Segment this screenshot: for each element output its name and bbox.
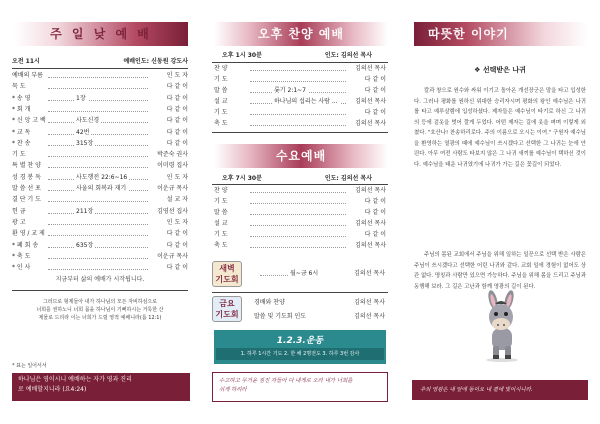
order-row (12, 71, 188, 81)
dot-leader (250, 81, 346, 82)
order-item-detail: 사울의 회복과 재기 (76, 185, 127, 192)
order-item-person: 김의선 목사 (355, 65, 386, 72)
story-bottom-bar: 주의 영광은 내 앞에 등이요 내 곁에 빛이시니라. (412, 380, 588, 400)
order-row (214, 241, 386, 251)
order-row (12, 94, 188, 104)
sunday-time: 오전 11시 (12, 58, 40, 65)
order-item-person: 김의선 목사 (355, 187, 386, 194)
dawn-label-line-2: 기도회 (215, 275, 239, 284)
order-item-name: 묵 도 (12, 83, 26, 91)
order-item-name: * 축 도 (12, 252, 31, 260)
wednesday-service-banner (214, 144, 388, 168)
order-item-name: 말 씀 선 포 (12, 185, 41, 192)
order-item-person: 김의선 목사 (355, 242, 386, 249)
order-item-name: * 인 사 (12, 264, 31, 272)
story-column (400, 0, 600, 424)
dot-leader (250, 203, 346, 204)
dot-leader (250, 236, 346, 237)
order-item-name: 특 별 찬 양 (12, 162, 41, 170)
footnote: * 표는 일어서서 (12, 363, 47, 369)
story-banner (414, 22, 588, 46)
order-item-name: 기 도 (214, 231, 228, 238)
bottom-verse-bar (12, 373, 190, 401)
order-item-detail: 635장 (76, 241, 94, 249)
quote-line-1: 수고하고 무거운 짐진 자들아 다 내게로 오라 내가 너희를 (219, 378, 353, 384)
dot-leader (48, 235, 148, 236)
friday-leader-2: 김의선 목사 (354, 313, 385, 320)
prayer-line-1: 그러므로 형제들아 내가 하나님의 모든 자비하심으로 (42, 299, 158, 305)
dot-leader (250, 125, 346, 126)
pm-time: 오후 1시 30분 (222, 52, 262, 59)
story-paragraph-1: 칼과 창으로 원수와 싸워 이기고 돌아온 개선장군은 말을 타고 입성한다. 그러나 평화를 원하신 위대한 승리자시며 평화의 왕인 예수님은 나귀를 타고 예루살렘에 입성하셨다. 제자들은 예수님이 타기로 하신 그 나귀의 등에 겉옷을 벗어 깔게 두었다. 어떤 제자는 길에 옷을 펴며 이렇게 외쳤다. "호산나! 찬송하리로다. 주의 이름으로 오시는 이여." 구원자 예수님을 환영하는 열광의 때에 예수님이 쓰시겠다고 선택한 그 나귀는 눈에 안 띈다. 아무 여전 사람도 타보지 않은 그 나귀 새끼를 예수님이 택하신 것이다. 예수님을 태운 나귀였기에 나귀가 가는 길은 꽃길이 되었다. (414, 88, 586, 168)
order-item-person: 다 같 이 (364, 109, 386, 116)
order-item-person: 다 같 이 (166, 117, 188, 125)
order-item-detail: 하나님의 섭리는 사람 ... (274, 98, 338, 105)
order-row (12, 218, 188, 228)
order-row (12, 241, 188, 251)
afternoon-service-banner (214, 22, 388, 46)
order-row (214, 64, 386, 74)
dot-leader (48, 247, 148, 248)
order-item-name: 말 씀 (214, 87, 228, 94)
order-row (12, 161, 188, 171)
order-item-name: * 교 독 (12, 128, 31, 136)
order-row (214, 75, 386, 85)
order-row (12, 139, 188, 149)
wed-header (222, 174, 372, 184)
quote-box (212, 372, 388, 402)
order-item-detail: 사도행전 22:6~16 (76, 173, 128, 181)
friday-label-line-1: 금요 (219, 299, 235, 308)
order-row (12, 173, 188, 183)
afternoon-service-column (200, 0, 400, 424)
dot-leader (48, 224, 148, 225)
order-row (12, 105, 188, 115)
friday-item-1: 경배와 찬양 (254, 299, 285, 306)
divider (12, 68, 188, 69)
order-item-person: 인 도 자 (166, 218, 188, 226)
order-item-name: 설 교 (214, 220, 228, 227)
order-item-name: * 신 앙 고 백 (12, 117, 46, 125)
order-row (214, 97, 386, 107)
order-row (12, 150, 188, 160)
friday-prayer-label (212, 296, 242, 322)
sunday-leader: 예배인도: 신동원 강도사 (123, 58, 188, 65)
order-item-name: 환 영 / 교 제 (12, 230, 45, 238)
order-item-person: 다 같 이 (166, 83, 188, 91)
order-item-name: 찬 양 (214, 65, 228, 72)
dot-leader (48, 213, 148, 214)
order-item-person: 이운규 목사 (157, 185, 188, 192)
order-row (12, 263, 188, 273)
order-item-person: 다 같 이 (364, 76, 386, 83)
friday-leader-1: 김의선 목사 (354, 299, 385, 306)
donkey-illustration (472, 290, 532, 362)
dot-leader (48, 111, 148, 112)
quote-line-2: 쉬게 하리라 (219, 387, 247, 393)
order-item-person: 다 같 이 (364, 87, 386, 94)
bottom-verse-line-1: 하나님은 영이시니 예배하는 자가 영과 진리 (18, 376, 132, 383)
dot-leader (250, 192, 346, 193)
order-row (12, 195, 188, 205)
story-title: 선택받은 나귀 (482, 66, 526, 74)
dot-leader (48, 100, 148, 101)
dot-leader (48, 77, 148, 78)
prayer-line-2: 너희를 권하노니 너희 몸을 하나님이 기뻐하시는 거룩한 산 (36, 307, 164, 313)
order-item-name: 찬 양 (214, 187, 228, 194)
order-item-person: 다 같 이 (166, 264, 188, 272)
dot-leader (250, 225, 346, 226)
order-item-name: 헌 금 (12, 207, 26, 215)
order-item-name: 광 고 (12, 218, 26, 226)
order-item-person: 다 같 이 (166, 94, 188, 102)
order-row (12, 82, 188, 92)
afternoon-service-title: 오후 찬양 예배 (258, 27, 344, 41)
order-item-person: 박준숙 권사 (157, 151, 188, 159)
dot-leader (250, 214, 346, 215)
prayer-line-3: 제물로 드리라 이는 너희가 드릴 영적 예배니라(롬 12:1) (38, 315, 162, 321)
dawn-prayer-label (212, 261, 242, 287)
order-item-person: 김영선 집사 (157, 207, 188, 215)
order-row (12, 184, 188, 194)
order-item-person: 김의선 목사 (355, 98, 386, 105)
order-item-detail: 211장 (76, 207, 94, 215)
order-item-person: 다 같 이 (166, 105, 188, 113)
dot-leader (250, 114, 346, 115)
order-item-name: 축 도 (214, 120, 228, 127)
order-row (214, 208, 386, 218)
dot-leader (250, 70, 346, 71)
friday-row-2 (254, 312, 385, 322)
order-item-name: 기 도 (12, 151, 26, 159)
order-row (214, 186, 386, 196)
closing-line: 지금부터 삶의 예배가 시작됩니다. (55, 276, 145, 283)
dots (260, 275, 288, 276)
order-item-person: 다 같 이 (364, 198, 386, 205)
order-item-name: 말 씀 (214, 209, 228, 216)
dot-leader (48, 258, 148, 259)
order-item-name: 기 도 (214, 109, 228, 116)
sunday-service-title: 주 일 낮 예 배 (50, 27, 152, 41)
order-item-detail: 315장 (76, 139, 94, 147)
campaign-box (214, 330, 386, 364)
order-row (12, 116, 188, 126)
order-item-name: 성 경 봉 독 (12, 173, 41, 181)
dot-leader (250, 247, 346, 248)
dot-leader (48, 201, 148, 202)
friday-item-2: 말씀 및 기도회 인도 (254, 313, 307, 320)
wed-time: 오후 7시 30분 (222, 175, 262, 182)
friday-label-line-2: 기도회 (215, 310, 239, 319)
divider (12, 290, 188, 291)
order-item-person: 다 같 이 (166, 139, 188, 147)
dot-leader (48, 88, 148, 89)
order-row (214, 197, 386, 207)
dot-leader (48, 269, 148, 270)
campaign-items: 1. 하루 1시간 기도 2. 한 해 2명전도 3. 하루 3번 감사 (216, 348, 384, 360)
campaign-title: 1.2.3.운동 (276, 336, 324, 346)
order-item-person: 인 도 자 (166, 173, 188, 181)
order-item-name: 기 도 (214, 198, 228, 205)
pm-header (222, 51, 372, 61)
order-item-name: * 폐 회 송 (12, 241, 39, 249)
dot-leader (48, 156, 148, 157)
dot-leader (48, 134, 148, 135)
order-item-name: 축 도 (214, 242, 228, 249)
order-item-name: * 찬 송 (12, 139, 31, 147)
order-item-person: 김의선 목사 (355, 120, 386, 127)
dot-leader (48, 145, 148, 146)
order-row (12, 128, 188, 138)
sunday-service-column (0, 0, 200, 424)
dawn-time: 월~금 6시 (290, 270, 319, 277)
story-title-row (414, 65, 586, 75)
order-row (12, 229, 188, 239)
sunday-service-banner (14, 22, 188, 46)
divider (212, 184, 388, 185)
order-item-person: 다 같 이 (364, 209, 386, 216)
order-item-person: 이미령 집사 (157, 162, 188, 170)
dawn-label-line-1: 새벽 (219, 264, 235, 273)
divider (212, 132, 388, 133)
order-item-detail: 42번 (76, 128, 90, 136)
friday-row-1 (254, 298, 385, 308)
order-row (214, 108, 386, 118)
order-item-person: 인 도 자 (166, 72, 188, 79)
divider (212, 292, 388, 293)
order-item-detail: 1장 (76, 94, 86, 102)
order-row (12, 252, 188, 262)
order-item-person: 다 같 이 (166, 128, 188, 136)
order-row (214, 230, 386, 240)
order-row (214, 86, 386, 96)
order-item-person: 다 같 이 (364, 231, 386, 238)
order-item-person: 이운규 목사 (157, 252, 188, 260)
order-item-name: 설 교 (214, 98, 228, 105)
story-paragraph-2: 주님의 몸된 교회에서 주님을 위해 일하는 일꾼으로 선택 받은 사람은 주님이 쓰시겠다고 선택한 어린 나귀와 같다. 교회 일에 경험이 없어도 상관 없다. 명칭과 사람만 있으면 가능하다. 주님을 위해 몸을 드리고 주님과 동행해 보라. 그 길은 고난과 함께 영광의 길이 된다. (414, 252, 586, 290)
dawn-prayer-row (260, 269, 385, 279)
order-item-name: * 회 개 (12, 105, 31, 113)
story-bullet: ❖ (474, 66, 481, 74)
order-item-name: * 송 영 (12, 94, 31, 102)
story-banner-title: 따뜻한 이야기 (428, 27, 509, 41)
order-item-detail: 롯기 2:1~7 (274, 87, 307, 94)
order-row (214, 119, 386, 129)
sunday-header (12, 57, 188, 67)
order-item-person: 다 같 이 (166, 230, 188, 238)
order-item-detail: 사도신경 (76, 117, 100, 125)
order-row (214, 219, 386, 229)
order-item-person: 다 같 이 (166, 241, 188, 249)
dawn-leader: 김의선 목사 (354, 270, 385, 277)
dot-leader (48, 167, 148, 168)
wednesday-service-title: 수요예배 (275, 149, 327, 163)
order-row (12, 207, 188, 217)
order-item-name: 결 단 기 도 (12, 196, 41, 204)
order-item-person: 설 교 자 (166, 196, 188, 204)
order-item-name: 예배의 부름 (12, 72, 43, 79)
wed-leader: 인도: 김의선 목사 (324, 175, 372, 182)
order-item-name: 기 도 (214, 76, 228, 83)
divider (212, 62, 388, 63)
bottom-verse-line-2: 로 예배할지니라 (요4:24) (18, 386, 87, 393)
order-item-person: 김의선 목사 (355, 220, 386, 227)
pm-leader: 인도: 김의선 목사 (324, 52, 372, 59)
